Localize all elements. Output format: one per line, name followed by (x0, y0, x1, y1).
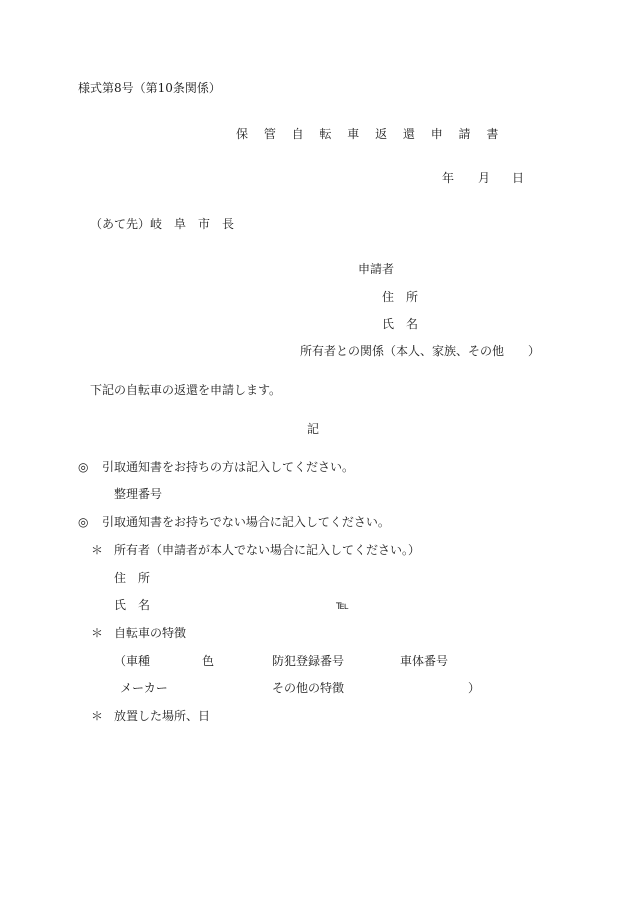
abandoned-place-date-label: 放置した場所、日 (114, 709, 211, 723)
reference-number-label: 整理番号 (114, 487, 163, 501)
owner-relation-label: 所有者との関係（本人、家族、その他 ） (300, 344, 541, 358)
owner-heading: 所有者（申請者が本人でない場合に記入してください。） (114, 543, 421, 557)
date-month-label: 月 (478, 171, 491, 185)
form-number: 様式第8号（第10条関係） (78, 81, 221, 95)
section2-text: 引取通知書をお持ちでない場合に記入してください。 (102, 515, 390, 529)
applicant-heading: 申請者 (358, 262, 395, 276)
tel-icon: ℡ (336, 598, 349, 612)
date-year-label: 年 (442, 171, 455, 185)
bike-type-label: （車種 (114, 654, 151, 668)
maker-label: メーカー (120, 681, 168, 695)
crime-prevention-number-label: 防犯登録番号 (272, 654, 345, 668)
owner-address-label: 住 所 (114, 571, 151, 585)
applicant-name-label: 氏 名 (382, 317, 419, 331)
addressee: （あて先）岐 阜 市 長 (90, 217, 235, 231)
frame-number-label: 車体番号 (400, 654, 449, 668)
features-close-paren: ） (468, 681, 481, 695)
bike-color-label: 色 (202, 654, 215, 668)
section1-text: 引取通知書をお持ちの方は記入してください。 (102, 460, 355, 474)
applicant-address-label: 住 所 (382, 290, 419, 304)
section2-mark: ◎ (78, 515, 89, 529)
request-sentence: 下記の自転車の返還を申請します。 (90, 383, 282, 397)
features-asterisk: ＊ (91, 626, 104, 640)
other-features-label: その他の特徴 (272, 681, 345, 695)
owner-asterisk: ＊ (91, 543, 104, 557)
features-heading: 自転車の特徴 (114, 626, 187, 640)
place-asterisk: ＊ (91, 709, 104, 723)
section1-mark: ◎ (78, 460, 89, 474)
form-title: 保 管 自 転 車 返 還 申 請 書 (236, 127, 505, 141)
ki-heading: 記 (307, 422, 320, 436)
owner-name-label: 氏 名 (114, 598, 151, 612)
date-day-label: 日 (512, 171, 525, 185)
